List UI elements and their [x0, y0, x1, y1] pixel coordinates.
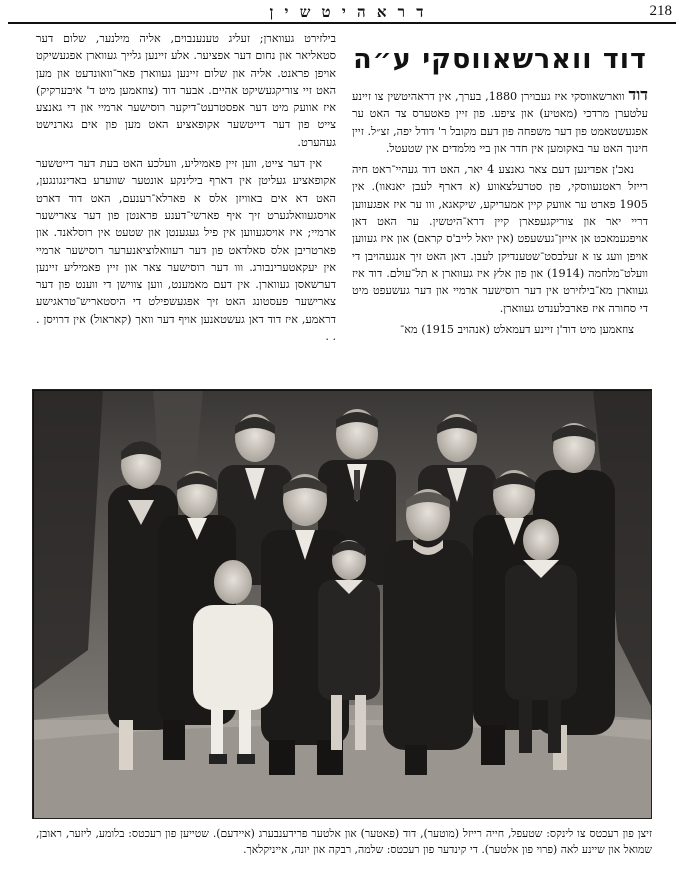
running-head-title: ד ר א ה י ט ש י ן	[269, 3, 427, 21]
photo-caption: זיצן פון רעכטס צו לינקס: שטעפל, חייה רייזל (מוטער), דוד (פאטער) און אלטער פרידענבערג (איידעם). שטייען פון רעכטס: בלומע, ליזער, ראובן, שמואל און שיינע לאה (פרוי פון אלטער). די קינדער פון רעכטס: שלמה, רבקה און יונה, אייניקלאך.	[36, 827, 652, 856]
running-head	[8, 2, 676, 24]
dropword: דוד	[628, 85, 648, 104]
paragraph: בילזירט געווארן; זעליג טענענבוים, אליה מילנער, שלום דער סטאליאר און נחום דער אפציער. אלע זיינען גלייך געווארן אפגעשיקט אויפן פראנט. אליה און שלום זיינען געווארן פאר־וואונדעט און מען האט זיי צוריקגעשיקט אהיים. אבער דוד (צוזאמען מיט ד' איבערקיק) איז אוועק מיט דער אפסטרעט־דיקער רוסישער ארמיי און די גאנצע צייט פון דער דייטשער אקופאציע האט מען פון אים גארנישט געהערט.	[36, 32, 336, 149]
left-column	[36, 30, 336, 349]
right-column	[352, 30, 648, 342]
page-number: 218	[649, 3, 672, 19]
paragraph: אין דער צייט, ווען זיין פאמיליע, וועלכע האט בעת דער דייטשער אקופאציע געליטן אין דארף בילינקע אונטער שווערע באדינגונגען, האט דא אים באוויזן אלס א פארלא־רענעם, האט דוד דארט אויסגעוואלגערט זיך איף פארשי־דענע פראנטן פון דער צארישער ארמיי; איז אויסגעווען אין פיל געגענטן און שטעט אין רוסלאנד. און פארטריבן אלס סאלדאט פון דער רעוואלוציאנערער רוסישער ארמיי אין יעקאטערינבורג. ווו דער רוסישער צאר און זיין פאמיליע זיינען דערשאסן געווארן. אין דעם מאמענט, ווען צווישן די ווענט פון דער צארישער פעסטונג האט זיך אפגעשפילט די היסטאריש־טראגישע דראמע, איז דוד דאן געשטאנען אויף דער וואך (קאראול) אין דרויסן . . .	[36, 157, 336, 344]
paragraph: נאכ'ן אפדינען דעם צאר גאנצע 4 יאר, האט דוד געהיי־ראט חיה רייזל ראטנעווסקי, פון סטרעלצאווע (א דארף לעבן יאנאוו). אין 1905 פארט ער אוועק קיין אמעריקע, שיקאגא, ווו ער איז אפגעווען דריי יאר און צוריקגעפארן קיין דרא־היטשין. ער האט דאן אויפגעמאכט אן אייזן־געשעפט (אין יואל לייב'ס קראם) און איז געווען אויפן וועג צו א זעלבסט־שטענדיקן לעבן. דאן האט זיך אנגעהויבן די וועלט־מלחמה (1914) און פון אלץ איז געווארן א תל־עולם. דוד איז געווארן מא־בילזירט אין דער רוסישער ארמיי און דער געשעפט מיט די סחורה איז פארבלענדט געווארן.	[352, 163, 648, 315]
article-title: דוד ווארשאווסקי ע״ה	[353, 44, 647, 75]
paragraph	[352, 86, 648, 157]
paragraph: צוזאמען מיט דוד'ן זיינע דעמאלט (אנהויב 1915) מא־	[400, 322, 634, 336]
family-group-photo	[32, 389, 652, 819]
paragraph-text: ווארשאווסקי איז געבוירן 1880, בערך, אין דראהיטשין צו זיינע עלטערן מרדכי (מאטיע) און ציפע. פון זיין פאטערס צד האט ער אפגעשטאמט פון דער משפחה פון דעם מקובל ר' דודל יפה, זצ״ל. זיין חינוך האט ער באקומען אין חדר און ביי מלמדים אין שטעטל.	[352, 90, 648, 155]
family-photo-icon	[33, 390, 652, 819]
